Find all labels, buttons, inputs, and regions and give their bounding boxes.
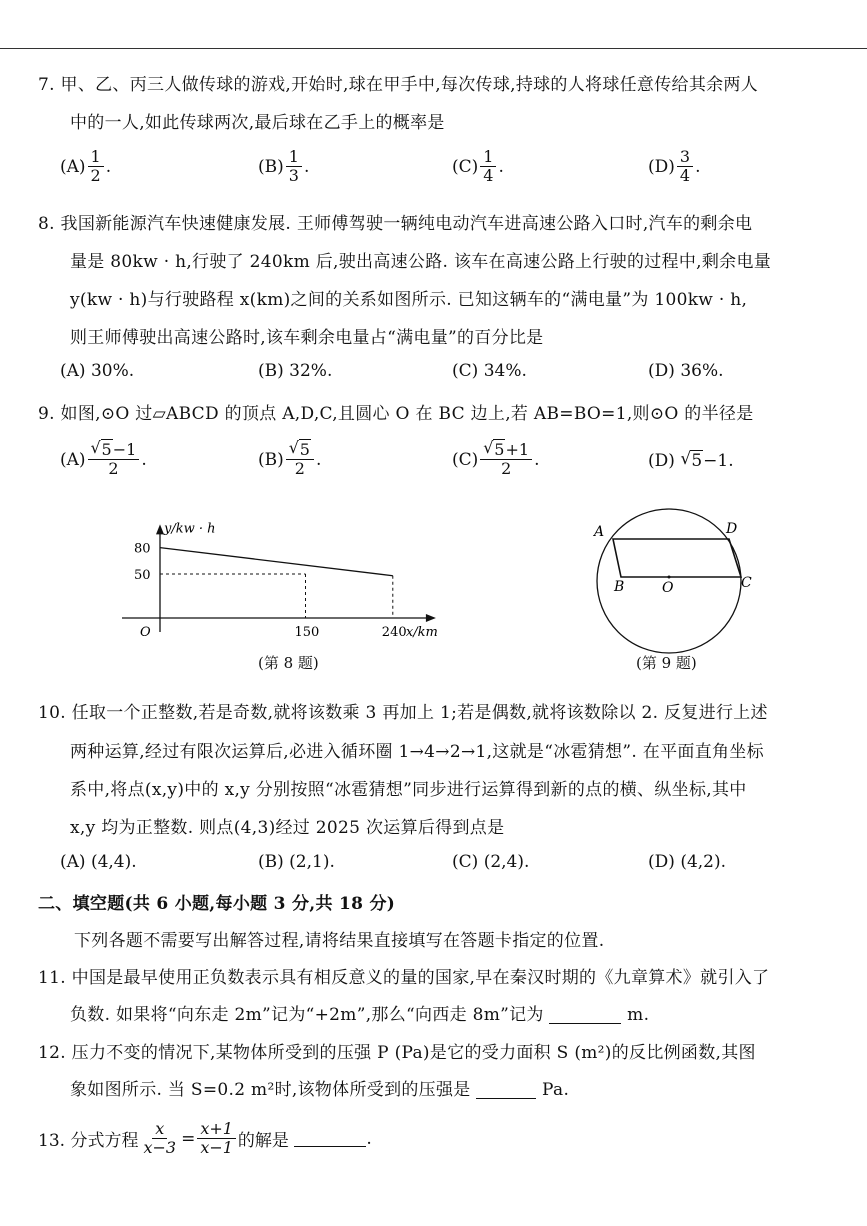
data-line <box>160 548 393 576</box>
q9-option-b: (B) √ 5 2 . <box>258 438 322 478</box>
q13-line: 13. 分式方程 $\frac{x}{x-3}$ = $\frac{x+1}{x-1}$ 的解是 . <box>38 1119 372 1157</box>
q8-line2: 量是 80kw · h,行驶了 240km 后,驶出高速公路. 该车在高速公路上行驶的过程中,剩余电量 <box>70 252 772 272</box>
q8-line4: 则王师傅驶出高速公路时,该车剩余电量占“满电量”的百分比是 <box>70 328 544 348</box>
label-c: C <box>741 575 752 591</box>
q8-option-d: (D) 36%. <box>648 361 724 381</box>
q8-line1: 8. 我国新能源汽车快速健康发展. 王师傅驾驶一辆纯电动汽车进高速公路入口时,汽车的剩余电 <box>38 214 753 234</box>
origin-label: O <box>140 625 151 640</box>
q9-line1: 9. 如图,⊙O 过▱ABCD 的顶点 A,D,C,且圆心 O 在 BC 边上,若 AB=BO=1,则⊙O 的半径是 <box>38 404 754 424</box>
figure8-caption: (第 8 题) <box>258 654 319 672</box>
q11-line1: 11. 中国是最早使用正负数表示具有相反意义的量的国家,早在秦汉时期的《九章算术》就引入了 <box>38 968 770 988</box>
q10-line2: 两种运算,经过有限次运算后,必进入循环圈 1→4→2→1,这就是“冰雹猜想”. 在平面直角坐标 <box>70 742 764 762</box>
q10-option-d: (D) (4,2). <box>648 852 727 872</box>
label-d: D <box>726 521 738 537</box>
figure9-caption: (第 9 题) <box>636 654 697 672</box>
y-axis-arrow <box>156 524 164 534</box>
x-axis-label: x/km <box>405 625 438 640</box>
x-axis-arrow <box>426 614 436 622</box>
q8-option-c: (C) 34%. <box>452 361 527 381</box>
y-tick-label-80: 80 <box>134 541 151 557</box>
q8-option-a: (A) 30%. <box>60 361 135 381</box>
q12-line1: 12. 压力不变的情况下,某物体所受到的压强 P (Pa)是它的受力面积 S (m²)的反比例函数,其图 <box>38 1043 756 1063</box>
parallelogram-abcd <box>613 539 741 577</box>
q10-line3: 系中,将点(x,y)中的 x,y 分别按照“冰雹猜想”同步进行运算得到新的点的横、纵坐标,其中 <box>70 780 747 800</box>
q9-option-d: (D) √ 5 −1. <box>648 449 734 471</box>
y-axis-label: y/kw · h <box>164 521 216 537</box>
q11-line2: 负数. 如果将“向东走 2m”记为“+2m”,那么“向西走 8m”记为 m. <box>70 1005 650 1025</box>
q11-answer-blank[interactable] <box>549 1007 621 1024</box>
figure9-diagram <box>585 505 760 655</box>
q10-option-b: (B) (2,1). <box>258 852 335 872</box>
q9-option-a: (A) √ 5−1 2 . <box>60 438 147 478</box>
q7-option-d: (D) $\frac{3}{4}$ . <box>648 147 701 185</box>
q7-line2: 中的一人,如此传球两次,最后球在乙手上的概率是 <box>70 113 445 133</box>
q13-answer-blank[interactable] <box>294 1130 366 1147</box>
q7-line1: 7. 甲、乙、丙三人做传球的游戏,开始时,球在甲手中,每次传球,持球的人将球任意传给其余两人 <box>38 75 759 95</box>
y-tick-label-50: 50 <box>134 568 151 583</box>
q10-option-c: (C) (2,4). <box>452 852 530 872</box>
q9-option-c: (C) √ 5+1 2 . <box>452 438 540 478</box>
q10-line1: 10. 任取一个正整数,若是奇数,就将该数乘 3 再加上 1;若是偶数,就将该数除以 2. 反复进行上述 <box>38 703 768 723</box>
q7-option-a: (A) $\frac{1}{2}$ . <box>60 147 112 185</box>
q8-option-b: (B) 32%. <box>258 361 333 381</box>
q12-line2: 象如图所示. 当 S=0.2 m²时,该物体所受到的压强是 Pa. <box>70 1080 570 1100</box>
label-a: A <box>594 524 605 540</box>
figure8-chart <box>120 510 490 645</box>
x-tick-label-240: 240 <box>381 625 407 640</box>
q10-option-a: (A) (4,4). <box>60 852 137 872</box>
label-o: O <box>662 580 674 596</box>
section2-instruction: 下列各题不需要写出解答过程,请将结果直接填写在答题卡指定的位置. <box>74 931 605 951</box>
x-tick-label-150: 150 <box>294 625 320 640</box>
page-top-border <box>0 48 867 49</box>
q12-answer-blank[interactable] <box>476 1082 536 1099</box>
section2-title: 二、填空题(共 6 小题,每小题 3 分,共 18 分) <box>38 894 396 914</box>
label-b: B <box>614 579 625 595</box>
q8-line3: y(kw · h)与行驶路程 x(km)之间的关系如图所示. 已知这辆车的“满电量”为 100kw · h, <box>70 290 748 310</box>
q10-line4: x,y 均为正整数. 则点(4,3)经过 2025 次运算后得到点是 <box>70 818 505 838</box>
q7-option-c: (C) $\frac{1}{4}$ . <box>452 147 504 185</box>
q7-option-b: (B) $\frac{1}{3}$ . <box>258 147 310 185</box>
center-point-o <box>668 576 671 579</box>
